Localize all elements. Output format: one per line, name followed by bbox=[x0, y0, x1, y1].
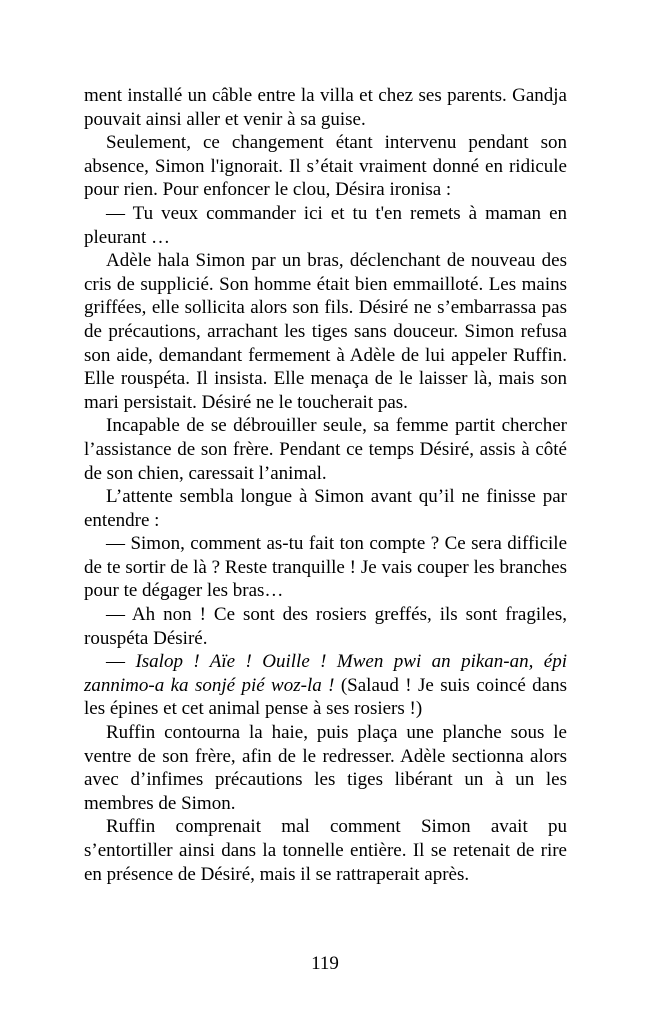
text-run: (Salaud ! Je suis coincé dans les épines et cet animal pense à ses rosiers !) bbox=[84, 674, 567, 720]
text-run: Incapable de se débrouiller seule, sa femme partit chercher l’assistance de son frère. Pendant ce temps Désiré, assis à côté de son chien, caressait l’animal. bbox=[84, 415, 567, 484]
paragraph bbox=[84, 815, 567, 886]
paragraph bbox=[84, 202, 567, 249]
text-run: Adèle hala Simon par un bras, déclenchant de nouveau des cris de supplicié. Son homme était bien emmailloté. Les mains griffées, elle sollicita alors son fils. Désiré ne s’embarrassa pas de précautions, arrachant les tiges sans douceur. Simon refusa son aide, demandant fermement à Adèle de lui appeler Ruffin. Elle rouspéta. Il insista. Elle menaça de le laisser là, mais son mari persistait. Désiré ne le toucherait pas. bbox=[84, 250, 567, 413]
text-run: — bbox=[106, 651, 136, 673]
paragraph bbox=[84, 603, 567, 650]
paragraph bbox=[84, 485, 567, 532]
text-run: ment installé un câble entre la villa et chez ses parents. Gandja pouvait ainsi aller et venir à sa guise. bbox=[84, 85, 567, 130]
body-text bbox=[84, 84, 567, 886]
paragraph bbox=[84, 131, 567, 202]
paragraph bbox=[84, 532, 567, 603]
text-run: Seulement, ce changement étant intervenu pendant son absence, Simon l'ignorait. Il s’était vraiment donné en ridicule pour rien. Pour enfoncer le clou, Désira ironisa : bbox=[84, 132, 567, 201]
text-run: — Ah non ! Ce sont des rosiers greffés, ils sont fragiles, rouspéta Désiré. bbox=[84, 604, 567, 649]
text-run: — Tu veux commander ici et tu t'en remets à maman en pleurant … bbox=[84, 202, 567, 248]
text-run: Ruffin contourna la haie, puis plaça une planche sous le ventre de son frère, afin de le redresser. Adèle sectionna alors avec d’infimes précautions les tiges libérant un à un les membres de Simon. bbox=[84, 722, 567, 814]
paragraph bbox=[84, 249, 567, 414]
page-body bbox=[84, 84, 567, 886]
italic-text: Isalop ! Aïe ! Ouille ! Mwen pwi an pikan-an, épi zannimo-a ka sonjé pié woz-la ! bbox=[84, 651, 568, 696]
paragraph bbox=[84, 721, 567, 815]
text-run: L’attente sembla longue à Simon avant qu’il ne finisse par entendre : bbox=[84, 486, 567, 531]
paragraph bbox=[84, 84, 567, 131]
paragraph bbox=[84, 414, 567, 485]
text-run: Ruffin comprenait mal comment Simon avait pu s’entortiller ainsi dans la tonnelle entière. Il se retenait de rire en présence de Désiré, mais il se rattraperait après. bbox=[84, 816, 567, 885]
text-run: — Simon, comment as-tu fait ton compte ? Ce sera difficile de te sortir de là ? Reste tranquille ! Je vais couper les branches pour te dégager les bras… bbox=[84, 533, 567, 602]
page-number: 119 bbox=[311, 953, 339, 974]
paragraph bbox=[84, 650, 567, 721]
